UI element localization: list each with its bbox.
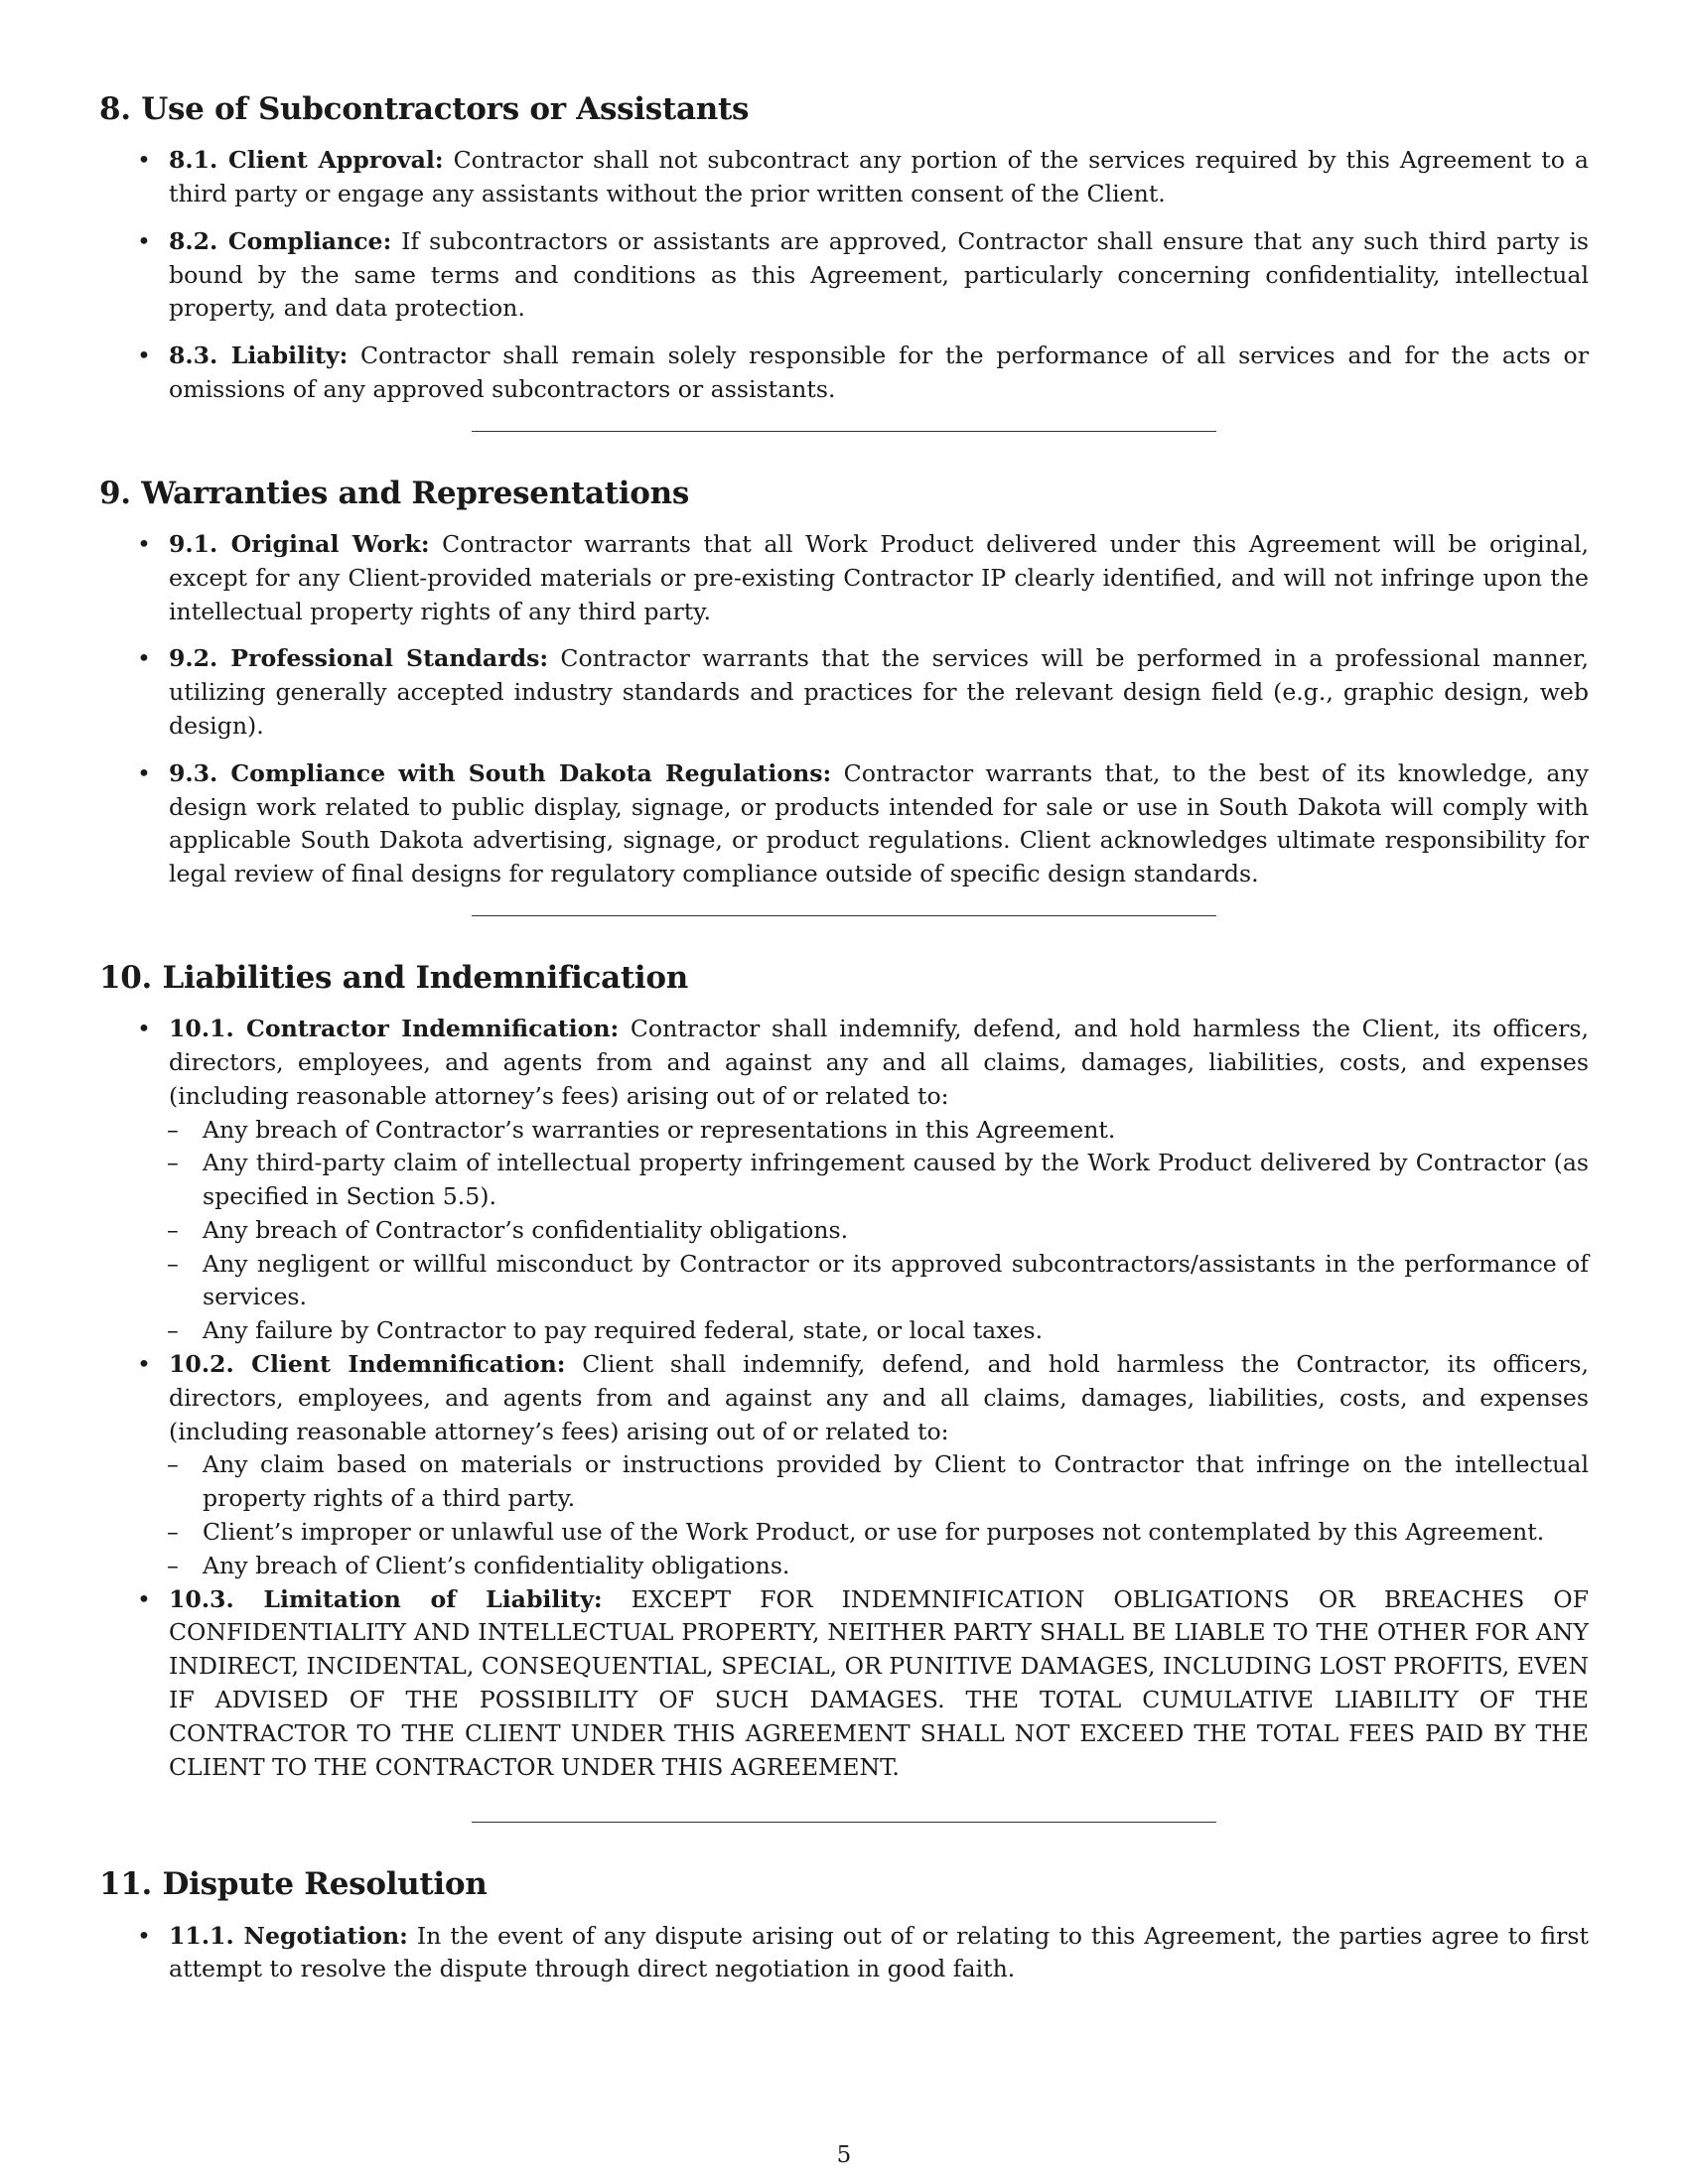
- sub-item-text: Any failure by Contractor to pay required federal, state, or local taxes.: [203, 1316, 1044, 1345]
- section-divider: [472, 431, 1216, 432]
- section-9: [99, 476, 1589, 891]
- clause-11-1: [99, 1920, 1589, 1987]
- clause-list: [99, 1920, 1589, 1987]
- dash-icon: –: [167, 1249, 179, 1278]
- sub-item: [139, 1448, 1589, 1516]
- sub-item-text: Any claim based on materials or instructions provided by Client to Contractor that infringe on the intellectual property rights of a third party.: [203, 1450, 1589, 1513]
- clause-10-3: [99, 1583, 1589, 1785]
- dash-icon: –: [167, 1551, 179, 1579]
- sub-item-list: [169, 1448, 1589, 1582]
- clause-label: 10.3. Limitation of Liability:: [169, 1584, 603, 1613]
- clause-text: Contractor warrants that all Work Product delivered under this Agreement will be original, except for any Client-provided materials or pre-existing Contractor IP clearly identified, and will not infringe upon the intellectual property rights of any third party.: [169, 529, 1590, 625]
- bullet-icon: •: [137, 1015, 151, 1043]
- sub-item-text: Any third-party claim of intellectual property infringement caused by the Work Product delivered by Contractor (as specified in Section 5.5).: [203, 1149, 1589, 1211]
- document-page: [99, 91, 1589, 2000]
- clause-10-1: [99, 1013, 1589, 1348]
- clause-text: EXCEPT FOR INDEMNIFICATION OBLIGATIONS OR BREACHES OF CONFIDENTIALITY AND INTELLECTUAL PROPERTY, NEITHER PARTY SHALL BE LIABLE TO THE OTHER FOR ANY INDIRECT, INCIDENTAL, CONSEQUENTIAL, SPECIAL, OR PUNITIVE DAMAGES, INCLUDING LOST PROFITS, EVEN IF ADVISED OF THE POSSIBILITY OF SUCH DAMAGES. THE TOTAL CUMULATIVE LIABILITY OF THE CONTRACTOR TO THE CLIENT UNDER THIS AGREEMENT SHALL NOT EXCEED THE TOTAL FEES PAID BY THE CLIENT TO THE CONTRACTOR UNDER THIS AGREEMENT.: [169, 1584, 1590, 1781]
- clause-label: 9.1. Original Work:: [169, 529, 430, 558]
- bullet-icon: •: [137, 1350, 151, 1379]
- sub-item-list: [169, 1114, 1589, 1349]
- section-8: [99, 91, 1589, 407]
- sub-item-text: Client’s improper or unlawful use of the Work Product, or use for purposes not contemplated by this Agreement.: [203, 1518, 1545, 1547]
- sub-item: [139, 1214, 1589, 1248]
- dash-icon: –: [167, 1115, 179, 1144]
- clause-text: Contractor shall not subcontract any portion of the services required by this Agreement to a third party or engage any assistants without the prior written consent of the Client.: [169, 146, 1589, 207]
- section-10: [99, 960, 1589, 1785]
- clause-label: 10.2. Client Indemnification:: [169, 1350, 566, 1379]
- dash-icon: –: [167, 1450, 179, 1479]
- clause-9-2: [99, 642, 1589, 743]
- sub-item-text: Any breach of Contractor’s confidentiality obligations.: [203, 1215, 849, 1244]
- sub-item: [139, 1314, 1589, 1348]
- sub-item: [139, 1550, 1589, 1583]
- bullet-icon: •: [137, 341, 151, 370]
- section-divider: [472, 1822, 1216, 1823]
- clause-text: If subcontractors or assistants are approved, Contractor shall ensure that any such third party is bound by the same terms and conditions as this Agreement, particularly concerning confidentiality, intellectual property, and data protection.: [169, 226, 1590, 323]
- sub-item-text: Any breach of Contractor’s warranties or representations in this Agreement.: [203, 1115, 1116, 1144]
- sub-item: [139, 1516, 1589, 1550]
- clause-text: Contractor warrants that the services will be performed in a professional manner, utilizing generally accepted industry standards and practices for the relevant design field (e.g., graphic design, web design).: [169, 644, 1590, 740]
- sub-item-text: Any breach of Client’s confidentiality obligations.: [203, 1551, 790, 1579]
- bullet-icon: •: [137, 146, 151, 175]
- clause-label: 11.1. Negotiation:: [169, 1921, 408, 1950]
- clause-9-3: [99, 757, 1589, 891]
- clause-label: 8.1. Client Approval:: [169, 146, 444, 175]
- section-heading: 10. Liabilities and Indemnification: [99, 959, 688, 996]
- sub-item: [139, 1114, 1589, 1148]
- sub-item: [139, 1147, 1589, 1214]
- clause-text: In the event of any dispute arising out of or relating to this Agreement, the parties agree to first attempt to resolve the dispute through direct negotiation in good faith.: [169, 1921, 1589, 1983]
- clause-8-2: [99, 225, 1589, 326]
- clause-text: Contractor shall indemnify, defend, and hold harmless the Client, its officers, directors, employees, and agents from and against any and all claims, damages, liabilities, costs, and expenses (including reasonable attorney’s fees) arising out of or related to:: [169, 1015, 1589, 1110]
- clause-10-2: [99, 1348, 1589, 1583]
- clause-8-3: [99, 340, 1589, 407]
- clause-label: 8.2. Compliance:: [169, 226, 392, 255]
- bullet-icon: •: [137, 529, 151, 558]
- sub-item: [139, 1248, 1589, 1315]
- bullet-icon: •: [137, 1584, 151, 1613]
- clause-list: [99, 528, 1589, 891]
- section-divider: [472, 915, 1216, 916]
- clause-text: Client shall indemnify, defend, and hold harmless the Contractor, its officers, directors, employees, and agents from and against any and all claims, damages, liabilities, costs, and expenses (including reasonable attorney’s fees) arising out of or related to:: [169, 1350, 1589, 1445]
- clause-label: 8.3. Liability:: [169, 341, 349, 370]
- section-heading: 8. Use of Subcontractors or Assistants: [99, 91, 750, 127]
- bullet-icon: •: [137, 1921, 151, 1950]
- dash-icon: –: [167, 1316, 179, 1345]
- section-heading: 11. Dispute Resolution: [99, 1866, 488, 1903]
- clause-9-1: [99, 528, 1589, 628]
- section-11: [99, 1866, 1589, 1986]
- clause-list: [99, 1013, 1589, 1784]
- bullet-icon: •: [137, 226, 151, 255]
- bullet-icon: •: [137, 644, 151, 673]
- clause-list: [99, 144, 1589, 407]
- clause-text: Contractor warrants that, to the best of its knowledge, any design work related to public display, signage, or products intended for sale or use in South Dakota will comply with applicable South Dakota advertising, signage, or product regulations. Client acknowledges ultimate responsibility for legal review of final designs for regulatory compliance outside of specific design standards.: [169, 758, 1589, 888]
- clause-label: 9.2. Professional Standards:: [169, 644, 549, 673]
- sub-item-text: Any negligent or willful misconduct by Contractor or its approved subcontractors/assistants in the performance of services.: [203, 1249, 1589, 1311]
- section-heading: 9. Warranties and Representations: [99, 475, 690, 511]
- page-number: 5: [836, 2142, 852, 2168]
- clause-text: Contractor shall remain solely responsible for the performance of all services and for the acts or omissions of any approved subcontractors or assistants.: [169, 341, 1589, 403]
- dash-icon: –: [167, 1149, 179, 1177]
- dash-icon: –: [167, 1518, 179, 1547]
- bullet-icon: •: [137, 758, 151, 787]
- clause-label: 9.3. Compliance with South Dakota Regulations:: [169, 758, 832, 787]
- dash-icon: –: [167, 1215, 179, 1244]
- clause-8-1: [99, 144, 1589, 211]
- clause-label: 10.1. Contractor Indemnification:: [169, 1015, 620, 1043]
